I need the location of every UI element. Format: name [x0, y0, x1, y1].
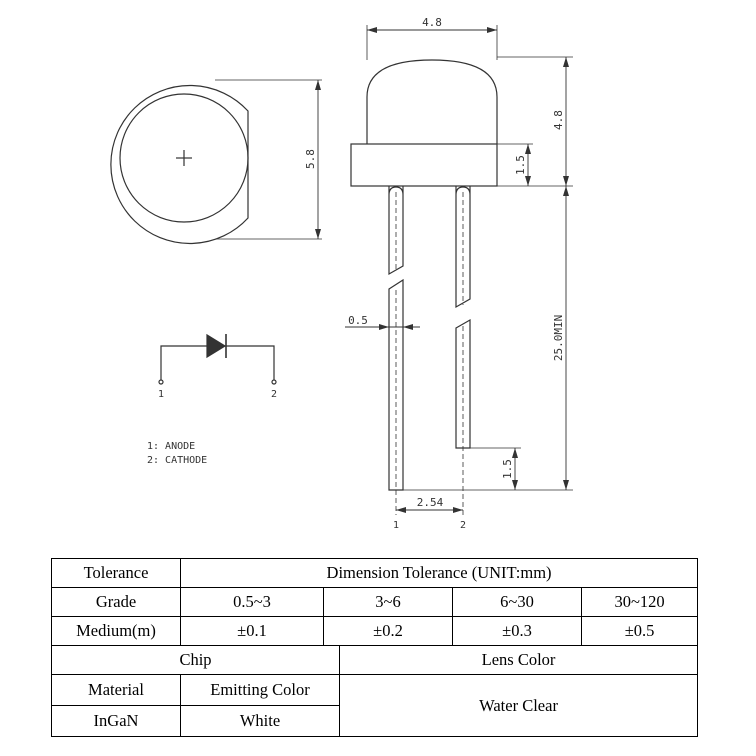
tolerance-cell: ±0.1 [181, 617, 324, 646]
side-pin-2-label: 2 [459, 520, 467, 531]
tolerance-label: Tolerance [52, 559, 181, 588]
dim-flange-width: 5.8 [304, 149, 317, 169]
dim-lens-height: 4.8 [552, 110, 565, 130]
symbol-pin-2-label: 2 [270, 389, 278, 400]
diode-symbol [159, 334, 276, 384]
emitting-color-value: White [181, 706, 340, 737]
material-value: InGaN [52, 706, 181, 737]
lens-color-label: Lens Color [340, 646, 698, 675]
flange-body [351, 144, 497, 186]
lens-dome [367, 60, 497, 144]
grade-label: Grade [52, 588, 181, 617]
top-view [111, 80, 322, 244]
tolerance-cell: ±0.2 [324, 617, 453, 646]
dim-lead-spacing: 2.54 [416, 496, 444, 509]
range-cell: 0.5~3 [181, 588, 324, 617]
range-cell: 3~6 [324, 588, 453, 617]
range-cell: 6~30 [453, 588, 582, 617]
legend-cathode: 2: CATHODE [147, 455, 208, 466]
tolerance-cell: ±0.5 [582, 617, 698, 646]
dim-lead-width: 0.5 [348, 314, 368, 327]
range-cell: 30~120 [582, 588, 698, 617]
legend-anode: 1: ANODE [147, 441, 196, 452]
side-view [345, 25, 573, 515]
medium-label: Medium(m) [52, 617, 181, 646]
symbol-pin-1-label: 1 [157, 389, 165, 400]
spec-table [51, 558, 698, 737]
chip-label: Chip [52, 646, 340, 675]
dimension-tolerance-header: Dimension Tolerance (UNIT:mm) [181, 559, 698, 588]
dim-lead-length: 25.0MIN [552, 314, 565, 362]
lens-color-value: Water Clear [340, 675, 698, 737]
emitting-color-label: Emitting Color [181, 675, 340, 706]
diode-triangle [207, 335, 225, 357]
dim-lead-end: 1.5 [501, 459, 514, 479]
material-label: Material [52, 675, 181, 706]
dim-flange-height: 1.5 [514, 155, 527, 175]
dim-lens-width: 4.8 [422, 16, 442, 29]
flange-outline [111, 86, 248, 244]
side-pin-1-label: 1 [392, 520, 400, 531]
tolerance-cell: ±0.3 [453, 617, 582, 646]
